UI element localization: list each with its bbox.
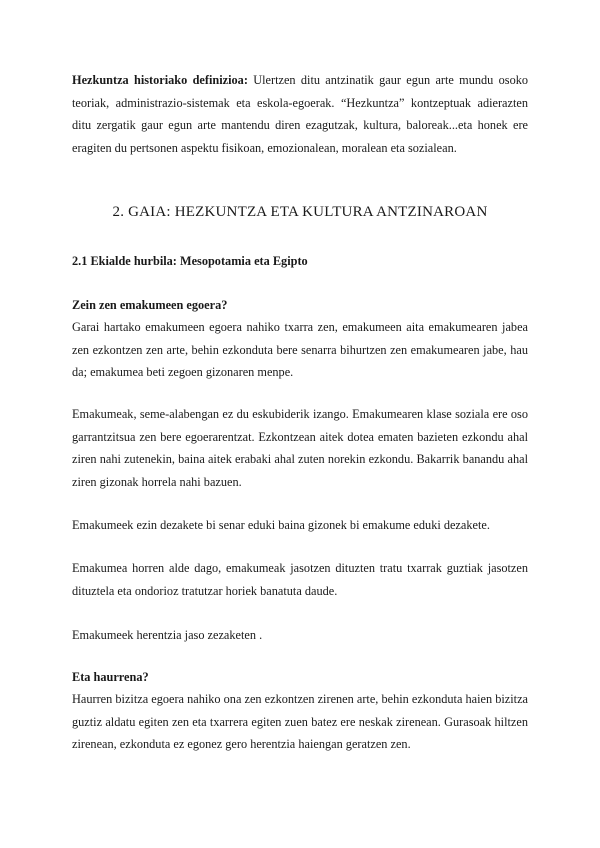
definition-paragraph [72, 69, 528, 159]
question-1-paragraph-3: Emakumeek ezin dezakete bi senar eduki baina gizonek bi emakume eduki dezakete. [72, 518, 490, 532]
question-1-paragraph-1: Garai hartako emakumeen egoera nahiko txarra zen, emakumeen aita emakumearen jabea zen ezkontzen zen arte, behin ezkonduta bere senarra bihurtzen zen emakumearen jabe, hau da; emakumea beti zegoen gizonaren menpe. [72, 320, 528, 379]
question-1-title: Zein zen emakumeen egoera? [72, 298, 228, 312]
question-1-paragraph-2: Emakumeak, seme-alabengan ez du eskubiderik izango. Emakumearen klase soziala ere oso garrantzitsua zen bere egoerarentzat. Ezkontzean aitek dotea ematen bazieten ezkondu ahal ziren nahi zutenekin, baina aitek erabaki ahal zuten norekin ezkondu. Bakarrik banandu ahal ziren gizonak horrela nahi bazuen. [72, 407, 528, 489]
chapter-title: 2. GAIA: HEZKUNTZA ETA KULTURA ANTZINAROAN [112, 204, 488, 220]
question-1-paragraph-5: Emakumeek herentzia jaso zezaketen . [72, 628, 263, 642]
section-title: 2.1 Ekialde hurbila: Mesopotamia eta Egipto [72, 254, 308, 268]
question-2-title: Eta haurrena? [72, 670, 149, 684]
definition-text: Ulertzen ditu antzinatik gaur egun arte mundu osoko teoriak, administrazio-sistemak eta eskola-egoerak. “Hezkuntza” kontzeptuak adierazten ditu zergatik gaur egun arte mantendu diren ezagutzak, kultura, baloreak...eta honek ere eragiten du pertsonen aspektu fisikoan, emozionalean, moralean eta sozialean. [72, 73, 529, 155]
definition-term: Hezkuntza historiako definizioa: [72, 73, 248, 87]
question-1-paragraph-4: Emakumea horren alde dago, emakumeak jasotzen dituzten tratu txarrak guztiak jasotzen dituztela eta ondorioz tratutzar horiek banatuta daude. [72, 561, 528, 598]
question-2-paragraph: Haurren bizitza egoera nahiko ona zen ezkontzen zirenen arte, behin ezkonduta haien bizitza guztiz aldatu egiten zen eta txarrera egiten zuen batez ere neskak zirenean. Gurasoak hiltzen zirenean, ezkonduta ez egonez gero herentzia haiengan geratzen zen. [72, 692, 528, 751]
